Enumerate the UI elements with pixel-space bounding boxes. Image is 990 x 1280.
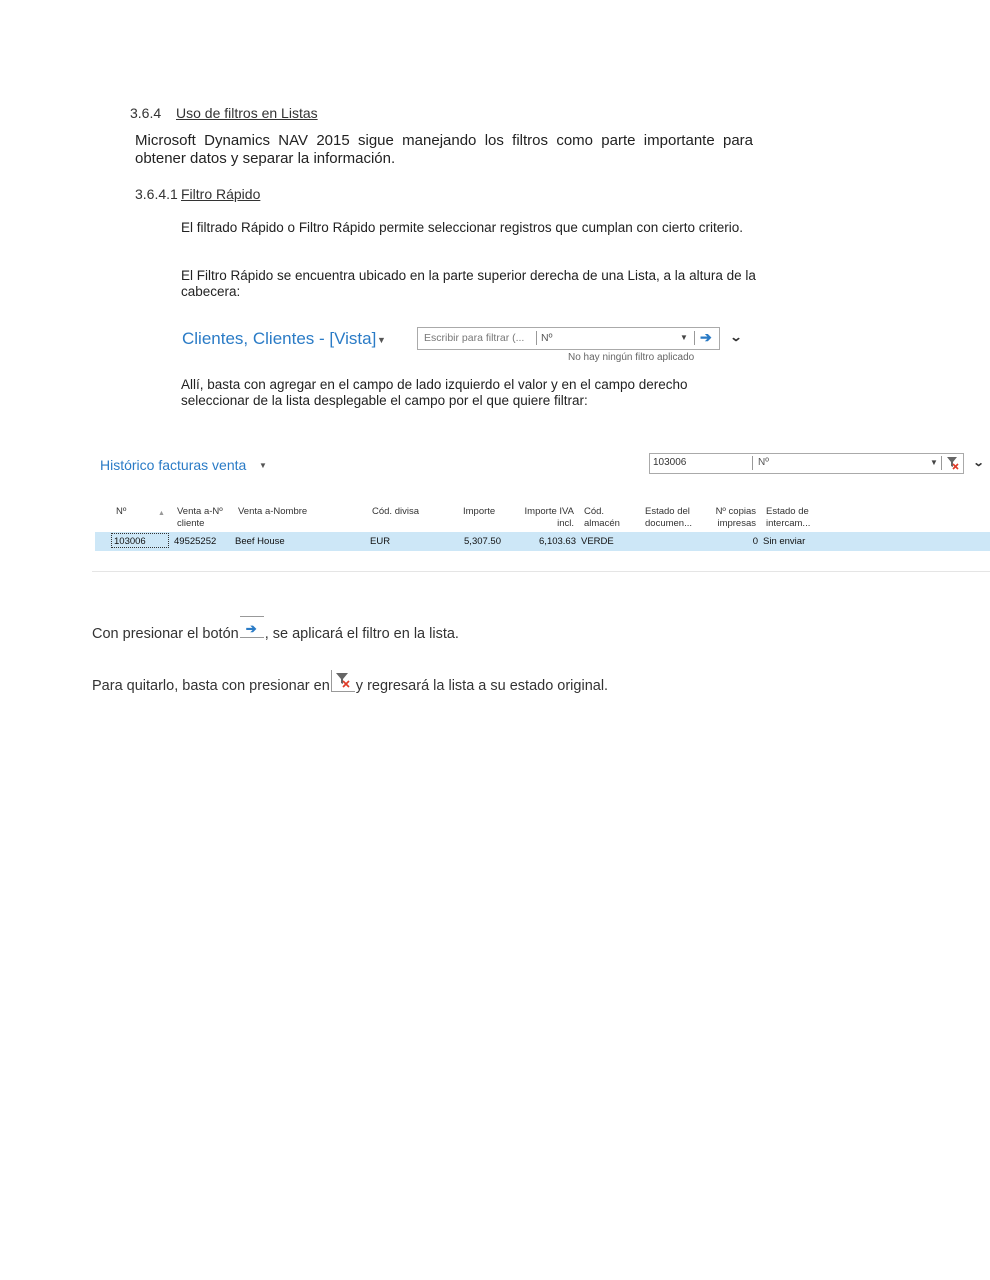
- paragraph-location: El Filtro Rápido se encuentra ubicado en la parte superior derecha de una Lista, a la altura de la cabecera:: [181, 268, 756, 299]
- column-header-amount[interactable]: Importe: [463, 506, 496, 517]
- row-cell-no[interactable]: 103006: [111, 533, 169, 548]
- filter-divider: [752, 456, 753, 470]
- apply-filter-note: Con presionar el botón ➔ , se aplicará el filtro en la lista.: [92, 626, 459, 642]
- table-divider: [92, 571, 990, 572]
- row-cell-amount-incl-vat: 6,103.63: [539, 536, 576, 547]
- row-cell-customer-name: Beef House: [235, 536, 285, 547]
- dropdown-arrow-icon[interactable]: ▼: [680, 333, 688, 342]
- clear-filter-note: Para quitarlo, basta con presionar en y regresará la lista a su estado original.: [92, 678, 608, 694]
- filter-input[interactable]: Escribir para filtrar (...: [424, 332, 525, 344]
- column-header-document-status[interactable]: Estado del documen...: [645, 506, 692, 529]
- paragraph-usage: Allí, basta con agregar en el campo de lado izquierdo el valor y en el campo derecho seleccionar de la lista desplegable el campo por el que quiere filtrar:: [181, 377, 688, 408]
- view-title[interactable]: Clientes, Clientes - [Vista]: [182, 329, 377, 348]
- filter-status-text: No hay ningún filtro aplicado: [568, 352, 695, 363]
- filter-divider: [536, 331, 537, 345]
- filter-divider: [694, 331, 695, 345]
- filter-divider: [941, 456, 942, 470]
- subsection-number: 3.6.4.1: [135, 186, 178, 202]
- quick-filter: [417, 327, 720, 350]
- column-header-customer-name[interactable]: Venta a-Nombre: [238, 506, 308, 517]
- list-title[interactable]: Histórico facturas venta: [100, 457, 247, 473]
- column-header-location[interactable]: Cód. almacén: [584, 506, 620, 529]
- subsection-title: Filtro Rápido: [181, 186, 261, 202]
- column-header-copies-printed[interactable]: Nº copias impresas: [715, 506, 756, 529]
- filter-field-select[interactable]: Nº: [758, 457, 769, 468]
- column-header-amount-incl-vat[interactable]: Importe IVA incl.: [524, 506, 574, 529]
- chevron-down-icon[interactable]: ⌄: [972, 457, 985, 469]
- list-dropdown-icon[interactable]: ▼: [259, 461, 267, 470]
- apply-filter-icon[interactable]: ➔: [700, 329, 712, 345]
- quick-filter-applied: [649, 453, 964, 474]
- section-number: 3.6.4: [130, 105, 162, 121]
- row-cell-location: VERDE: [581, 536, 614, 547]
- column-header-no[interactable]: Nº: [116, 506, 127, 517]
- filter-field-select[interactable]: Nº: [541, 332, 553, 344]
- apply-filter-button-icon: ➔: [239, 616, 265, 642]
- chevron-down-icon[interactable]: ⌄: [729, 330, 743, 344]
- paragraph-definition: El filtrado Rápido o Filtro Rápido permite seleccionar registros que cumplan con cierto criterio.: [181, 220, 744, 235]
- section-title: Uso de filtros en Listas: [176, 105, 318, 121]
- row-cell-currency: EUR: [370, 536, 391, 547]
- row-cell-customer-no: 49525252: [174, 536, 217, 547]
- dropdown-arrow-icon[interactable]: ▼: [930, 458, 938, 467]
- sort-ascending-icon: ▲: [158, 510, 165, 517]
- filter-value-input[interactable]: 103006: [653, 457, 687, 468]
- column-header-customer-no[interactable]: Venta a-Nº cliente: [177, 506, 223, 529]
- clear-filter-button-icon: [330, 670, 356, 694]
- row-cell-exchange-status: Sin enviar: [763, 536, 806, 547]
- row-cell-copies-printed: 0: [752, 536, 758, 547]
- column-header-currency[interactable]: Cód. divisa: [372, 506, 419, 517]
- clear-filter-icon[interactable]: [946, 455, 960, 471]
- column-header-exchange-status[interactable]: Estado de intercam...: [766, 506, 811, 529]
- row-cell-amount: 5,307.50: [464, 536, 501, 547]
- section-intro: Microsoft Dynamics NAV 2015 sigue manejando los filtros como parte importante para obtener datos y separar la información.: [135, 132, 753, 167]
- view-dropdown-icon[interactable]: ▼: [377, 335, 386, 345]
